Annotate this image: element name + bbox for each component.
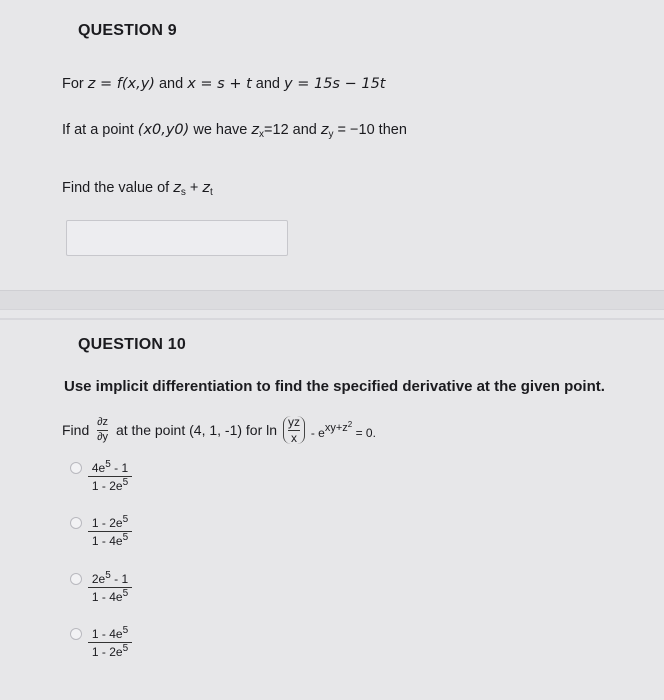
choice-3-radio[interactable] — [70, 573, 82, 585]
choice-1-radio[interactable] — [70, 462, 82, 474]
zx-value: =12 and — [264, 122, 321, 138]
partial-derivative: $\frac{\partial z}{\partial y}$ — [97, 416, 109, 443]
exponential-term: - $exy+z^2 = 0$. — [310, 420, 376, 441]
q9-prompt: Find the value of $z_s + z_t$ — [62, 180, 213, 198]
z-equation: z = f(x,y) — [87, 76, 155, 92]
q9-line-conditions: If at a point (x0,y0) we have $z_x=12$ and $z_y = -10$ then — [62, 122, 407, 140]
q9-line-functions: For z = f(x,y) and x = s + t and y = 15s − 15t — [62, 76, 386, 92]
choice-2[interactable]: $\frac{1 - 2e^5}{1 - 4e^5}$ — [88, 515, 132, 547]
ln-argument: $\frac{yz}{x}$ — [283, 416, 305, 444]
choice-3[interactable]: $\frac{2e^5 - 1}{1 - 4e^5}$ — [88, 571, 132, 603]
q10-instruction: Use implicit differentiation to find the specified derivative at the given point. — [64, 378, 605, 395]
q9-answer-field[interactable] — [66, 220, 288, 256]
q9-answer-input[interactable] — [67, 221, 287, 255]
question-9-title: QUESTION 9 — [78, 22, 177, 39]
choice-1[interactable]: $\frac{4e^5 - 1}{1 - 2e^5}$ — [88, 460, 132, 492]
question-separator — [0, 290, 664, 310]
q10-problem: Find $\frac{\partial z}{\partial y}$ at the point (4, 1, -1) for ln $\frac{yz}{x}$ - $exy+z^2 = 0$. — [62, 415, 376, 445]
x-equation: x = s + t — [187, 76, 252, 92]
choice-4[interactable]: $\frac{1 - 4e^5}{1 - 2e^5}$ — [88, 626, 132, 658]
divider — [0, 318, 664, 320]
choice-4-radio[interactable] — [70, 628, 82, 640]
choice-2-radio[interactable] — [70, 517, 82, 529]
y-equation: y = 15s − 15t — [284, 76, 386, 92]
question-10-title: QUESTION 10 — [78, 336, 187, 353]
zy-value: = −10 — [333, 122, 375, 138]
point-x0-y0: (x0,y0) — [137, 122, 190, 138]
